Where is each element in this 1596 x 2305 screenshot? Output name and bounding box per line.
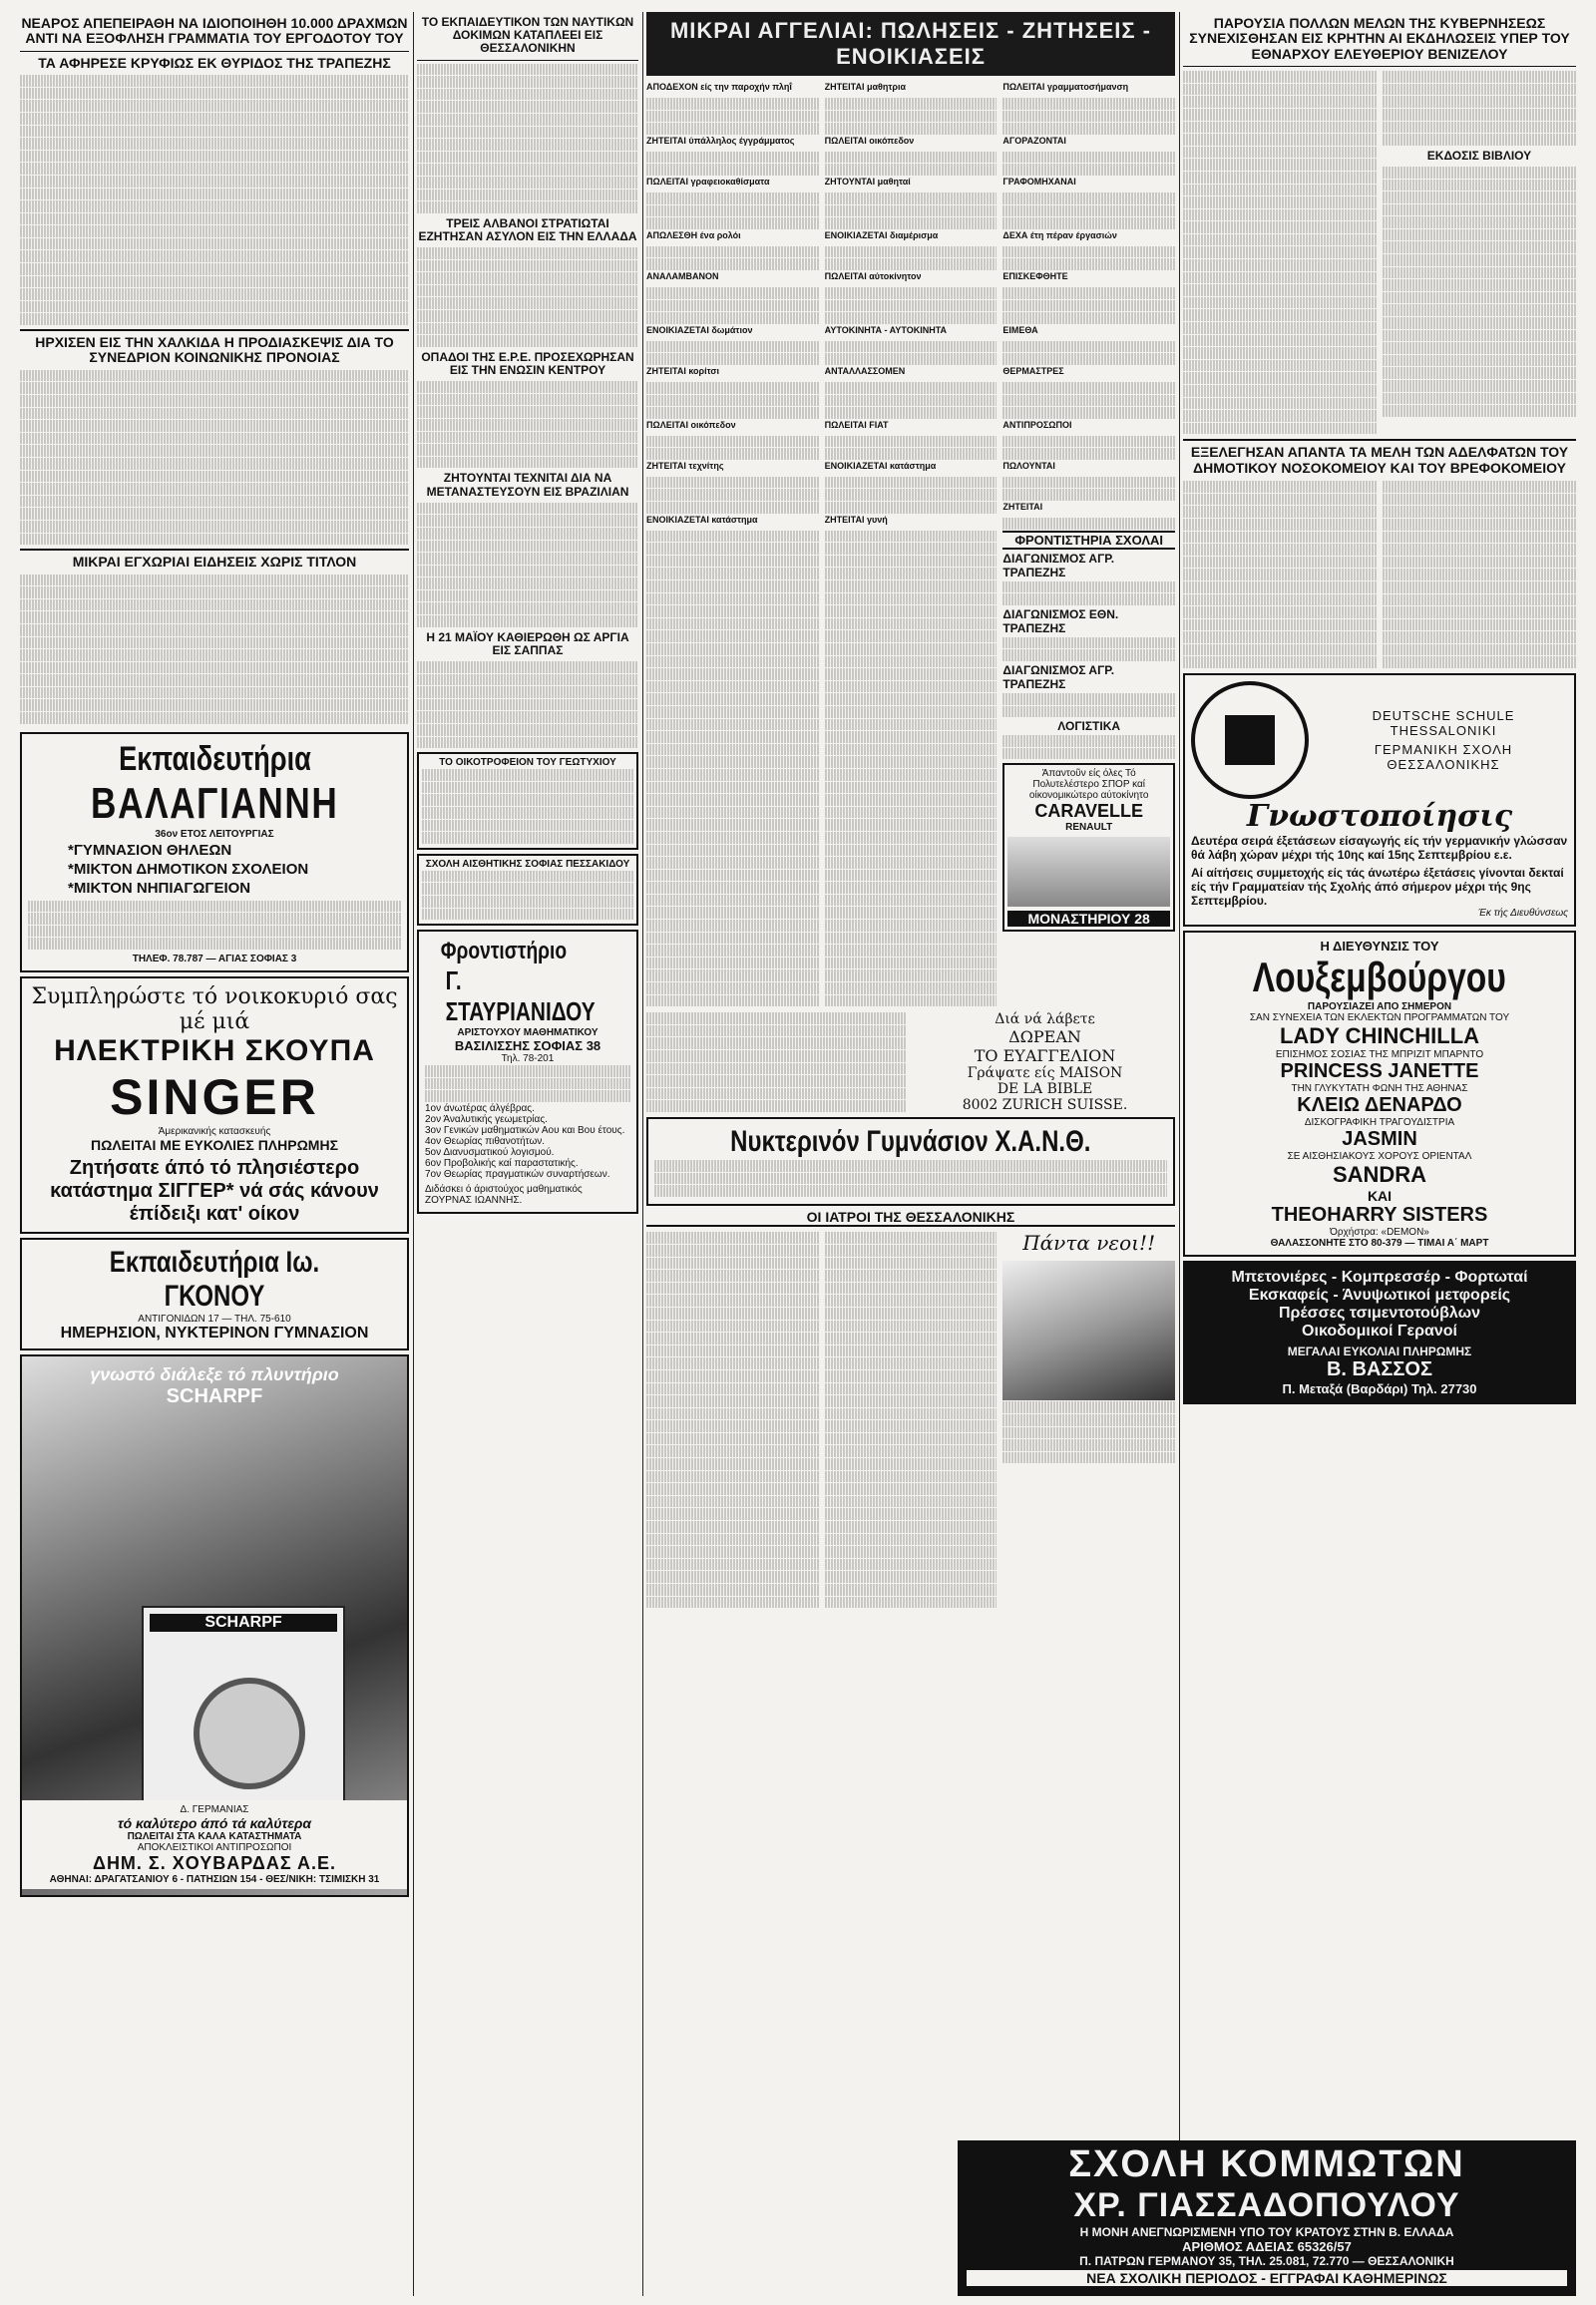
flit-insect-image	[1002, 1261, 1175, 1400]
headline-hospital: ΕΞΕΛΕΓΗΣΑΝ ΑΠΑΝΤΑ ΤΑ ΜΕΛΗ ΤΩΝ ΑΔΕΛΦΑΤΩΝ ΤΟΥ ΔΗΜΟΤΙΚΟΥ ΝΟΣΟΚΟΜΕΙΟΥ ΚΑΙ ΤΟΥ ΒΡΕΦΟΚΟΜΕΙΟΥ	[1190, 444, 1569, 476]
ad-scharpf: γνωστό διάλεξε τό πλυντήριο SCHARPF SCHARPF Δ. ΓΕΡΜΑΝΙΑΣ τό καλύτερο άπό τά καλύτερα ΠΩΛΕΙΤΑΙ ΣΤΑ ΚΑΛΑ ΚΑΤΑΣΤΗΜΑΤΑ ΑΠΟΚΛΕΙΣΤΙΚΟΙ ΑΝΤΙΠΡΟΣΩΠΟΙ ΔΗΜ. Σ. ΧΟΥΒΑΡΔΑΣ Α.Ε. ΑΘΗΝΑΙ: ΔΡΑΓΑΤΣΑΝΙΟΥ 6 - ΠΑΤΗΣΙΩΝ 154 - ΘΕΣ/ΝΙΚΗ: ΤΣΙΜΙΣΚΗ 31	[20, 1354, 409, 1897]
classified-ad: ΖΗΤΕΙΤΑΙ μαθητρια	[824, 82, 907, 92]
ad-stavrianidou: Φροντιστήριο Γ. ΣΤΑΥΡΙΑΝΙΔΟΥ ΑΡΙΣΤΟΥΧΟΥ ΜΑΘΗΜΑΤΙΚΟΥ ΒΑΣΙΛΙΣΣΗΣ ΣΟΦΙΑΣ 38 Τηλ. 78-201 1ον άνωτέρας άλγέβρας. 2ον Άναλυτικής γεωμετρίας. 3ον Γενικών μαθηματικών Αου και Βου έτους. 4ον Θεωρίας πιθανοτήτων. 5ον Διανυσματικού λογισμού. 6ον Προβολικής καί παραστατικής. 7ον Θεωρίας πραγματικών συναρτήσεων. Διδάσκει ό άριστούχος μαθηματικός ΖΟΥΡΝΑΣ ΙΩΑΝΝΗΣ.	[417, 930, 638, 1214]
headline-ere: ΟΠΑΔΟΙ ΤΗΣ Ε.Ρ.Ε. ΠΡΟΣΕΧΩΡΗΣΑΝ ΕΙΣ ΤΗΝ ΕΝΩΣΙΝ ΚΕΝΤΡΟΥ	[421, 349, 634, 377]
classified-ad: ΕΠΙΣΚΕΦΘΗΤΕ	[1002, 270, 1068, 281]
classified-ad: ΘΕΡΜΑΣΤΡΕΣ	[1002, 365, 1064, 376]
classified-ad: ΖΗΤΕΙΤΑΙ κορίτσι	[646, 365, 720, 376]
ad-gkonou: Εκπαιδευτήρια Ιω. ΓΚΟΝΟΥ ΑΝΤΙΓΟΝΙΔΩΝ 17 — ΤΗΛ. 75-610 ΗΜΕΡΗΣΙΟΝ, ΝΥΚΤΕΡΙΝΟΝ ΓΥΜΝΑΣΙΟΝ	[20, 1238, 409, 1350]
exam-agr-bank-2: ΔΙΑΓΩΝΙΣΜΟΣ ΑΓΡ. ΤΡΑΠΕΖΗΣ	[1002, 663, 1115, 692]
doctors-list-1	[646, 1231, 819, 1609]
headline-doctors: ΟΙ ΙΑΤΡΟΙ ΤΗΣ ΘΕΣΣΑΛΟΝΙΚΗΣ	[646, 1210, 1175, 1227]
classified-ad: ΑΝΑΛΑΜΒΑΝΟΝ	[646, 270, 719, 281]
classified-ad: ΠΩΛΕΙΤΑΙ FIAT	[824, 419, 889, 430]
ad-night-gymnasium: Νυκτερινόν Γυμνάσιον Χ.Α.Ν.Θ.	[646, 1117, 1175, 1206]
classified-ad: ΑΥΤΟΚΙΝΗΤΑ - ΑΥΤΟΚΙΝΗΤΑ	[824, 324, 948, 335]
classified-ad: ΖΗΤΕΙΤΑΙ	[1002, 502, 1043, 513]
classified-ad: ΑΠΟΔΕΧΟΝ είς την παροχήν πληΐ	[646, 82, 792, 92]
newspaper-page	[20, 12, 1576, 2296]
ad-valagianni: Εκπαιδευτήρια ΒΑΛΑΓΙΑΝΝΗ 36ον ΕΤΟΣ ΛΕΙΤΟΥΡΓΙΑΣ *ΓΥΜΝΑΣΙΟΝ ΘΗΛΕΩΝ *ΜΙΚΤΟΝ ΔΗΜΟΤΙΚΟΝ ΣΧΟΛΕΙΟΝ *ΜΙΚΤΟΝ ΝΗΠΙΑΓΩΓΕΙΟΝ ΤΗΛΕΦ. 78.787 — ΑΓΙΑΣ ΣΟΦΙΑΣ 3	[20, 732, 409, 972]
classified-ad: ΠΩΛΕΙΤΑΙ οικόπεδον	[824, 135, 915, 146]
deutsche-schule-seal-icon	[1191, 681, 1309, 799]
headline-local-news: ΜΙΚΡΑΙ ΕΓΧΩΡΙΑΙ ΕΙΔΗΣΕΙΣ ΧΩΡΙΣ ΤΙΤΛΟΝ	[72, 554, 357, 571]
classified-ad: ΑΠΩΛΕΣΘΗ ένα ρολόι	[646, 229, 741, 240]
classified-ad: ΖΗΤΟΥΝΤΑΙ μαθηταί	[824, 176, 911, 187]
ad-luxembourg: Η ΔΙΕΥΘΥΝΣΙΣ ΤΟΥ Λουξεμβούργου ΠΑΡΟΥΣΙΑΖΕΙ ΑΠΟ ΣΗΜΕΡΟΝ ΣΑΝ ΣΥΝΕΧΕΙΑ ΤΩΝ ΕΚΛΕΚΤΩΝ ΠΡΟΓΡΑΜΜΑΤΩΝ ΤΟΥ LADY CHINCHILLA ΕΠΙΣΗΜΟΣ ΣΟΣΙΑΣ ΤΗΣ ΜΠΡΙΖΙΤ ΜΠΑΡΝΤΟ PRINCESS JANETTE ΤΗΝ ΓΛΥΚΥΤΑΤΗ ΦΩΝΗ ΤΗΣ ΑΘΗΝΑΣ ΚΛΕΙΩ ΔΕΝΑΡΔΟ ΔΙΣΚΟΓΡΑΦΙΚΗ ΤΡΑΓΟΥΔΙΣΤΡΙΑ JASMIN ΣΕ ΑΙΣΘΗΣΙΑΚΟΥΣ ΧΟΡΟΥΣ ΟΡΙΕΝΤΑΛ SANDRA ΚΑΙ THEOHARRY SISTERS Όρχήστρα: «DEMON» ΘΑΛΑΣΣΟΝΗΤΕ ΣΤΟ 80-379 — ΤΙΜΑΙ Α΄ ΜΑΡΤ	[1183, 931, 1576, 1257]
ad-singer: Συμπληρώστε τό νοικοκυριό σας μέ μιά ΗΛΕΚΤΡΙΚΗ ΣΚΟΥΠΑ SINGER Άμερικανικής κατασκευής ΠΩΛΕΙΤΑΙ ΜΕ ΕΥΚΟΛΙΕΣ ΠΛΗΡΩΜΗΣ Ζητήσατε άπό τό πλησιέστερο κατάστημα ΣΙΓΓΕΡ* νά σάς κάνουν έπίδειξι κατ' οίκον	[20, 976, 409, 1234]
classified-ad: ΖΗΤΕΙΤΑΙ τεχνίτης	[646, 460, 724, 471]
article-local-news-body	[20, 575, 409, 724]
classified-ad: ΠΩΛΕΙΤΑΙ οικόπεδον	[646, 419, 736, 430]
column-2	[417, 12, 638, 2296]
subhead-book: ΕΚΔΟΣΙΣ ΒΙΒΛΙΟΥ	[1426, 148, 1532, 163]
classified-ad: ΕΝΟΙΚΙΑΖΕΤΑΙ κατάστημα	[646, 514, 758, 525]
column-1	[20, 12, 409, 2296]
classified-ad: ΠΩΛΕΙΤΑΙ γραμματοσήμανση	[1002, 82, 1129, 92]
classified-ad: ΕΝΟΙΚΙΑΖΕΤΑΙ διαμέρισμα	[824, 229, 939, 240]
article-theft-body	[20, 75, 409, 325]
classified-ad: ΔΕΧΑ έτη πέραν έργασιών	[1002, 229, 1117, 240]
classified-ad: ΖΗΤΕΙΤΑΙ ύπάλληλος έγγράμματος	[646, 135, 795, 146]
classified-ad: ΓΡΑΦΟΜΗΧΑΝΑΙ	[1002, 176, 1076, 187]
classifieds-col-3	[1002, 82, 1175, 1007]
classifieds-banner: ΜΙΚΡΑΙ ΑΓΓΕΛΙΑΙ: ΠΩΛΗΣΕΙΣ - ΖΗΤΗΣΕΙΣ - ΕΝΟΙΚΙΑΣΕΙΣ	[646, 12, 1175, 76]
ad-deutsche-schule: DEUTSCHE SCHULE THESSALONIKI ΓΕΡΜΑΝΙΚΗ ΣΧΟΛΗ ΘΕΣΣΑΛΟΝΙΚΗΣ Γνωστοποίησις Δευτέρα σειρά έξετάσεων είσαγωγής είς τήν γερμανικήν γλώσσαν θά λάβη χώραν μέχρι τής 10ης καί 15ης Σεπτεμβρίου ε.ε. Αί αίτήσεις συμμετοχής είς τάς άνωτέρω έξετάσεις γίνονται δεκταί είς τήν Γραμματείαν τής Σχολής άπό σήμερον μέχρι τής 9ης Σεπτεμβρίου. Έκ τής Διευθύνσεως	[1183, 673, 1576, 927]
box-geotechnical-dorm: ΤΟ ΟΙΚΟΤΡΟΦΕΙΟΝ ΤΟΥ ΓΕΩΤΥΧΙΟΥ	[417, 752, 638, 850]
ad-construction-machines: Μπετονιέρες - Κομπρεσσέρ - Φορτωταί Εκσκαφείς - Άνυψωτικοί μετφορείς Πρέσσες τσιμεντοτούβλων Οικοδομικοί Γερανοί ΜΕΓΑΛΑΙ ΕΥΚΟΛΙΑΙ ΠΛΗΡΩΜΗΣ Β. ΒΑΣΣΟΣ Π. Μεταξά (Βαρδάρι) Τηλ. 27730	[1183, 1261, 1576, 1404]
car-image	[1007, 837, 1170, 907]
classifieds-col-1	[646, 82, 819, 1007]
ad-bible: Διά νά λάβετε ΔΩΡΕΑΝ ΤΟ ΕΥΑΓΓΕΛΙΟΝ Γράψατε είς MAISON DE LA BIBLE 8002 ZURICH SUISSE.	[962, 1011, 1128, 1114]
classified-ad: ΕΝΟΙΚΙΑΖΕΤΑΙ δωμάτιον	[646, 324, 753, 335]
headline-chalkida: ΗΡΧΙΣΕΝ ΕΙΣ ΤΗΝ ΧΑΛΚΙΔΑ Η ΠΡΟΔΙΑΣΚΕΨΙΣ ΔΙΑ ΤΟ ΣΥΝΕΔΡΙΟΝ ΚΟΙΝΩΝΙΚΗΣ ΠΡΟΝΟΙΑΣ	[35, 334, 394, 366]
classifieds-col-2	[825, 82, 998, 1007]
ad-caravelle: Άπαντοῦν είς όλες Τό Πολυτελέστερο ΣΠΟΡ καί οίκονομικώτερο αύτοκίνητο CARAVELLE RENAULT ΜΟΝΑΣΤΗΡΙΟΥ 28	[1002, 763, 1175, 932]
classified-ad: ΕΝΟΙΚΙΑΖΕΤΑΙ κατάστημα	[824, 460, 937, 471]
exam-agr-bank: ΔΙΑΓΩΝΙΣΜΟΣ ΑΓΡ. ΤΡΑΠΕΖΗΣ	[1002, 551, 1115, 579]
classified-ad: ΠΩΛΕΙΤΑΙ γραφειοκαθίσματα	[646, 176, 770, 187]
ad-hairdressing-school: ΣΧΟΛΗ ΚΟΜΜΩΤΩΝ ΧΡ. ΓΙΑΣΣΑΔΟΠΟΥΛΟΥ Η ΜΟΝΗ ΑΝΕΓΝΩΡΙΣΜΕΝΗ ΥΠΟ ΤΟΥ ΚΡΑΤΟΥΣ ΣΤΗΝ Β. ΕΛΛΑΔΑ ΑΡΙΘΜΟΣ ΑΔΕΙΑΣ 65326/57 Π. ΠΑΤΡΩΝ ΓΕΡΜΑΝΟΥ 35, ΤΗΛ. 25.081, 72.770 — ΘΕΣΣΑΛΟΝΙΚΗ ΝΕΑ ΣΧΟΛΙΚΗ ΠΕΡΙΟΔΟΣ - ΕΓΓΡΑΦΑΙ ΚΑΘΗΜΕΡΙΝΩΣ	[958, 2140, 1576, 2296]
headline-brazil: ΖΗΤΟΥΝΤΑΙ ΤΕΧΝΙΤΑΙ ΔΙΑ ΝΑ ΜΕΤΑΝΑΣΤΕΥΣΟΥΝ ΕΙΣ ΒΡΑΖΙΛΙΑΝ	[426, 471, 629, 499]
headline-sappes: Η 21 ΜΑΪΟΥ ΚΑΘΙΕΡΩΘΗ ΩΣ ΑΡΓΙΑ ΕΙΣ ΣΑΠΠΑΣ	[426, 629, 629, 657]
headline-venizelos: ΠΑΡΟΥΣΙΑ ΠΟΛΛΩΝ ΜΕΛΩΝ ΤΗΣ ΚΥΒΕΡΝΗΣΕΩΣ ΣΥΝΕΧΙΣΘΗΣΑΝ ΕΙΣ ΚΡΗΤΗΝ ΑΙ ΕΚΔΗΛΩΣΕΙΣ ΥΠΕΡ ΤΟΥ ΕΘΝΑΡΧΟΥ ΕΛΕΥΘΕΡΙΟΥ ΒΕΝΙΖΕΛΟΥ	[1189, 15, 1570, 62]
classified-ad: ΕΙΜΕΘΑ	[1002, 324, 1038, 335]
classified-ad: ΖΗΤΕΙΤΑΙ γυνή	[824, 514, 888, 525]
ad-flit: Πάντα νεοι!!	[1002, 1231, 1175, 1609]
doctors-list-2	[825, 1231, 998, 1609]
headline-naval-cadets: ΤΟ ΕΚΠΑΙΔΕΥΤΙΚΟΝ ΤΩΝ ΝΑΥΤΙΚΩΝ ΔΟΚΙΜΩΝ ΚΑΤΑΠΛΕΕΙ ΕΙΣ ΘΕΣΣΑΛΟΝΙΚΗΝ	[421, 15, 634, 56]
classified-ad: ΠΩΛΟΥΝΤΑΙ	[1002, 460, 1055, 471]
subheadline-theft: ΤΑ ΑΦΗΡΕΣΕ ΚΡΥΦΙΩΣ ΕΚ ΘΥΡΙΔΟΣ ΤΗΣ ΤΡΑΠΕΖΗΣ	[38, 54, 391, 71]
headline-albanians: ΤΡΕΙΣ ΑΛΒΑΝΟΙ ΣΤΡΑΤΙΩΤΑΙ ΕΖΗΤΗΣΑΝ ΑΣΥΛΟΝ ΕΙΣ ΤΗΝ ΕΛΛΑΔΑ	[418, 215, 637, 243]
classified-ad: ΑΝΤΙΠΡΟΣΩΠΟΙ	[1002, 419, 1072, 430]
tutoring-header: ΦΡΟΝΤΙΣΤΗΡΙΑ ΣΧΟΛΑΙ	[1002, 531, 1175, 550]
washing-machine-image: SCHARPF	[142, 1606, 345, 1809]
classified-ad: ΑΓΟΡΑΖΟΝΤΑΙ	[1002, 135, 1066, 146]
headline-theft: ΝΕΑΡΟΣ ΑΠΕΠΕΙΡΑΘΗ ΝΑ ΙΔΙΟΠΟΙΗΘΗ 10.000 ΔΡΑΧΜΩΝ ΑΝΤΙ ΝΑ ΕΞΟΦΛΗΣΗ ΓΡΑΜΜΑΤΙΑ ΤΟΥ ΕΡΓΟΔΟΤΟΥ ΤΟΥ	[21, 15, 408, 47]
classified-ad: ΠΩΛΕΙΤΑΙ αύτοκίνητον	[824, 270, 922, 281]
column-3-classifieds	[646, 12, 1175, 2296]
box-aesthetics-school: ΣΧΟΛΗ ΑΙΣΘΗΤΙΚΗΣ ΣΟΦΙΑΣ ΠΕΣΣΑΚΙΔΟΥ	[417, 854, 638, 926]
article-chalkida-body	[20, 370, 409, 545]
scharpf-logo-top: SCHARPF	[166, 1385, 263, 1408]
column-4	[1183, 12, 1576, 2296]
accounting-heading: ΛΟΓΙΣΤΙΚΑ	[1057, 719, 1121, 734]
classified-ad: ΑΝΤΑΛΛΑΣΣΟΜΕΝ	[824, 365, 906, 376]
exam-nat-bank: ΔΙΑΓΩΝΙΣΜΟΣ ΕΘΝ. ΤΡΑΠΕΖΗΣ	[1002, 606, 1119, 635]
